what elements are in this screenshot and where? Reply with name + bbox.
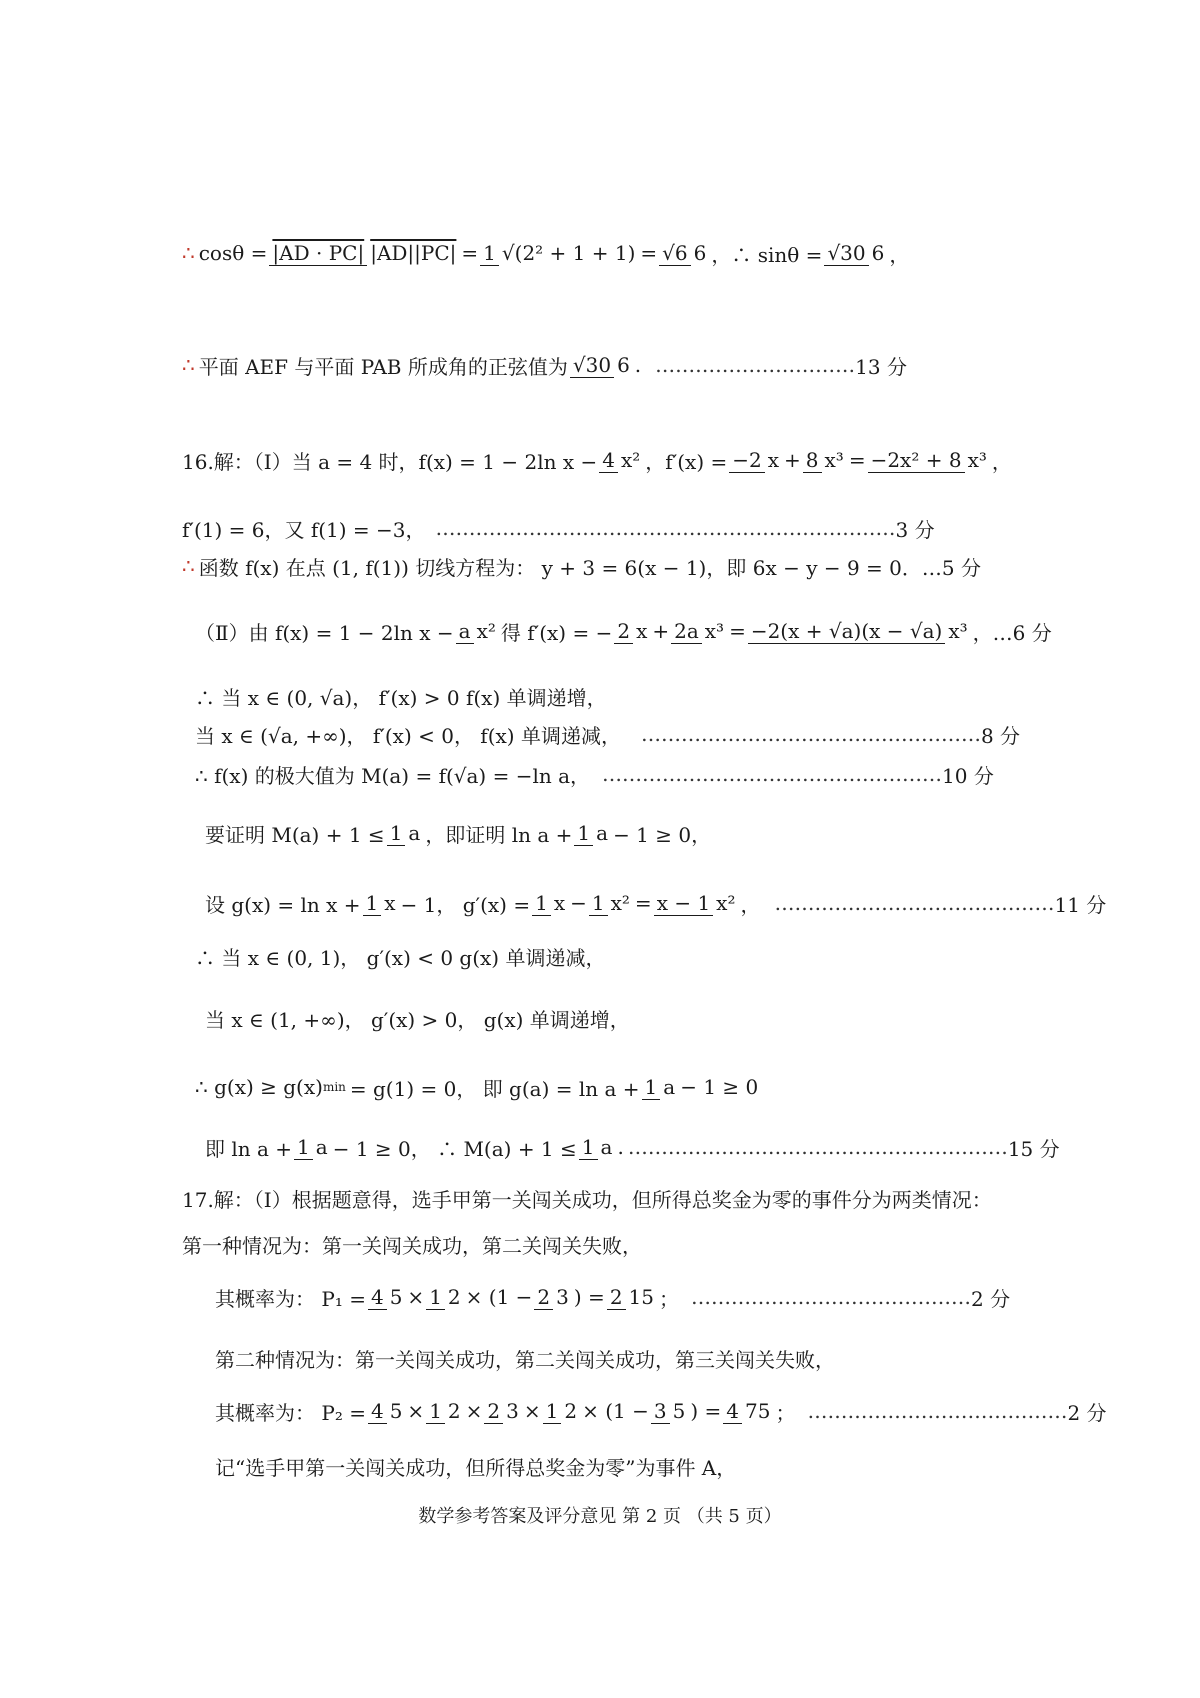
numerator: 1 [387,821,406,846]
denominator: 2 [564,1399,578,1423]
text: （Ⅱ）由 f(x) = 1 − 2ln x − [195,620,454,645]
fraction [363,892,399,914]
fraction [426,1400,463,1422]
fraction [368,1400,405,1422]
fraction [574,822,611,844]
text: × [465,1399,483,1423]
text: ∴ 当 x ∈ (0, 1)， g′(x) < 0 g(x) 单调递减， [195,945,606,970]
numerator: 1 [426,1399,445,1424]
numerator: √6 [659,241,690,266]
denominator: 3 [506,1399,519,1423]
fraction [659,242,709,264]
therefore-symbol: ∴ [182,353,195,377]
numerator: 1 [294,1135,313,1160]
text: − [570,891,587,915]
text: − 1 ≥ 0 [680,1075,759,1099]
line-max-value [195,756,994,792]
text: × [407,1399,425,1423]
text: × [523,1399,541,1423]
denominator: 6 [617,353,630,377]
denominator: a [663,1075,676,1099]
denominator: a [315,1135,328,1159]
text: 第二种情况为：第一关闯关成功，第二关闯关成功，第三关闯关失败， [215,1347,835,1372]
numerator: −2 [729,448,764,473]
denominator: 15 [628,1285,654,1309]
fraction [824,242,887,264]
text: 其概率为： P₁ = [215,1286,366,1311]
denominator: 75 [745,1399,771,1423]
denominator: 2 [447,1285,461,1309]
leader-dots: ………………………………………………… [627,1135,1008,1159]
text: 16.解：（Ⅰ）当 a = 4 时，f(x) = 1 − 2ln x − [182,449,598,474]
line-event-a [215,1448,736,1484]
text: ∴ f(x) 的极大值为 M(a) = f(√a) = −ln a， [195,763,591,788]
numerator: 1 [642,1075,661,1100]
denominator: x³ [967,448,987,472]
numerator: 2 [614,619,633,644]
text: ， [740,892,761,917]
fraction [651,1400,688,1422]
denominator: a [596,821,609,845]
line-g-decreasing [195,938,605,974]
denominator: a [600,1135,613,1159]
leader-dots: …………………………………………………………… [435,516,896,540]
text: + [784,448,801,472]
denominator: x [636,619,648,643]
text: 平面 AEF 与平面 PAB 所成角的正弦值为 [198,354,568,379]
fraction [748,620,971,642]
text: + [652,619,670,643]
numerator: √30 [824,241,868,266]
text: × [407,1285,425,1309]
fraction [671,620,727,642]
fraction [368,1286,405,1308]
denominator: x² [716,891,736,915]
line-tangent [182,548,981,584]
numerator: 2 [484,1399,503,1424]
fraction [570,354,633,376]
line-define-g [205,868,1106,938]
line-f1-values [182,510,935,546]
denominator: 5 [389,1285,403,1309]
text: − 1， g′(x) = [400,892,531,917]
numerator: −2x² + 8 [868,448,965,473]
numerator: 1 [589,891,608,916]
line-g-increasing [205,1000,630,1036]
fraction [387,822,424,844]
text: ，即证明 ln a + [425,822,573,847]
leader-dots: ………………………… [655,353,856,377]
text: 其概率为： P₂ = [215,1400,366,1425]
line-16-part1 [182,425,1012,495]
leader-dots: …………………………………… [774,891,1055,915]
text: ， [991,449,1012,474]
line-p2 [215,1376,1107,1446]
numerator: 4 [599,448,618,473]
denominator: 2 [447,1399,461,1423]
text: ，f′(x) = [645,449,728,474]
text: ∴ g(x) ≥ g(x) [195,1075,323,1099]
score-label: 2 分 [1067,1400,1107,1425]
numerator: √30 [570,353,614,378]
line-cos-theta [182,218,909,288]
text: ，∴ sinθ = [711,242,823,267]
fraction [426,1286,463,1308]
fraction [543,1400,580,1422]
denominator: x² [476,619,496,643]
numerator: 1 [579,1135,598,1160]
therefore-symbol: ∴ [182,554,195,578]
fraction [589,892,633,914]
text: ，…6 分 [972,620,1052,645]
numerator: 4 [368,1399,387,1424]
denominator: 5 [672,1399,686,1423]
denominator: x [767,448,780,472]
score-label: 13 分 [855,354,907,379]
text: = g(1) = 0， 即 g(a) = ln a + [349,1076,640,1101]
text: × (1 − [465,1285,533,1309]
text: = [640,241,658,265]
text: 第一种情况为：第一关闯关成功，第二关闯关失败， [182,1233,642,1258]
text: 当 x ∈ (√a, +∞)， f′(x) < 0， f(x) 单调递减， [195,723,621,748]
score-label: 8 分 [980,723,1021,748]
denominator: x² [610,891,630,915]
numerator: x − 1 [654,891,713,916]
fraction [723,1400,773,1422]
text: ； [659,1286,679,1311]
subscript: min [322,1080,346,1094]
leader-dots: …………………………………………… [640,722,981,746]
text: = [848,448,866,472]
line-case-one [182,1226,642,1262]
numerator: −2(x + √a)(x − √a) [748,619,946,644]
denominator: |AD||PC| [370,241,457,265]
page-footer: 数学参考答案及评分意见 第 2 页 （共 5 页） [418,1506,782,1527]
text: 即 ln a + [205,1136,293,1161]
therefore-symbol: ∴ [182,241,195,265]
denominator: 3 [556,1285,569,1309]
line-case-two [215,1340,835,1376]
text: ； [775,1400,796,1425]
line-p1 [215,1262,1010,1332]
line-increasing [195,678,607,714]
score-label: 10 分 [942,763,994,788]
numerator: 1 [426,1285,445,1310]
text: × (1 − [582,1399,649,1423]
line-16-part2 [195,596,1052,666]
denominator: 6 [871,241,885,265]
text: ) = [573,1285,605,1309]
numerator: |AD · PC| [269,241,367,266]
numerator: 2a [671,619,702,644]
numerator: a [456,619,474,644]
fraction [532,892,568,914]
fraction [599,449,643,471]
denominator: a [408,821,421,845]
score-label: 11 分 [1054,892,1107,917]
text: f′(1) = 6，又 f(1) = −3， [182,517,426,542]
fraction [456,620,499,642]
text: 记“选手甲第一关闯关成功，但所得总奖金为零”为事件 A， [215,1455,737,1480]
fraction [729,449,782,471]
denominator: x³ [704,619,725,643]
numerator: 3 [651,1399,670,1424]
fraction [803,449,847,471]
text: 设 g(x) = ln x + [205,892,361,917]
fraction [484,1400,521,1422]
denominator: x² [621,448,641,472]
line-decreasing [195,716,1020,752]
fraction [614,620,650,642]
fraction [269,242,459,264]
numerator: 1 [480,241,499,266]
score-label: 2 分 [971,1286,1011,1311]
numerator: 4 [723,1399,742,1424]
text: − 1 ≥ 0， ∴ M(a) + 1 ≤ [332,1136,577,1161]
leader-dots: …………………………………… [691,1285,971,1309]
text: = [634,891,652,915]
text: cosθ = [198,241,268,265]
text: ) = [690,1399,722,1423]
numerator: 1 [363,891,382,916]
text: − 1 ≥ 0， [613,822,712,847]
denominator: 5 [389,1399,403,1423]
denominator: x [553,891,566,915]
numerator: 2 [534,1285,553,1310]
leader-dots: ………………………………… [807,1399,1068,1423]
text: = [729,619,746,643]
text: . [617,1135,624,1159]
text: ∴ 当 x ∈ (0, √a)， f′(x) > 0 f(x) 单调递增， [195,685,607,710]
line-to-prove [205,798,711,868]
text: 得 f′(x) = − [500,620,613,645]
fraction [579,1136,616,1158]
leader-dots: …………………………………………… [602,762,943,786]
line-conclusion [205,1112,1060,1182]
denominator: 6 [693,241,707,265]
denominator: x³ [824,448,844,472]
numerator: 4 [368,1285,387,1310]
text: 函数 f(x) 在点 (1, f(1)) 切线方程为： y + 3 = 6(x − 1)，即 6x − y − 9 = 0．…5 分 [198,555,981,580]
numerator: 1 [574,821,593,846]
denominator: x [384,891,396,915]
text: 17.解：（Ⅰ）根据题意得，选手甲第一关闯关成功，但所得总奖金为零的事件分为两类情况： [182,1187,992,1212]
score-label: 3 分 [895,517,935,542]
text: ， [889,242,910,267]
fraction [654,892,739,914]
numerator: 1 [532,891,551,916]
numerator: 8 [803,448,822,473]
line-sine-value [182,330,907,400]
text: 要证明 M(a) + 1 ≤ [205,822,385,847]
fraction [642,1076,679,1098]
fraction [294,1136,331,1158]
denominator: √(2² + 1 + 1) [501,241,636,265]
score-label: 15 分 [1007,1136,1060,1161]
text: = [461,241,479,265]
fraction [480,242,638,264]
numerator: 1 [543,1399,562,1424]
text: 当 x ∈ (1, +∞)， g′(x) > 0， g(x) 单调递增， [205,1007,630,1032]
fraction [868,449,990,471]
numerator: 2 [607,1285,626,1310]
text: . [634,353,642,377]
fraction [534,1286,571,1308]
line-17-intro [182,1180,992,1216]
fraction [607,1286,657,1308]
denominator: x³ [948,619,968,643]
